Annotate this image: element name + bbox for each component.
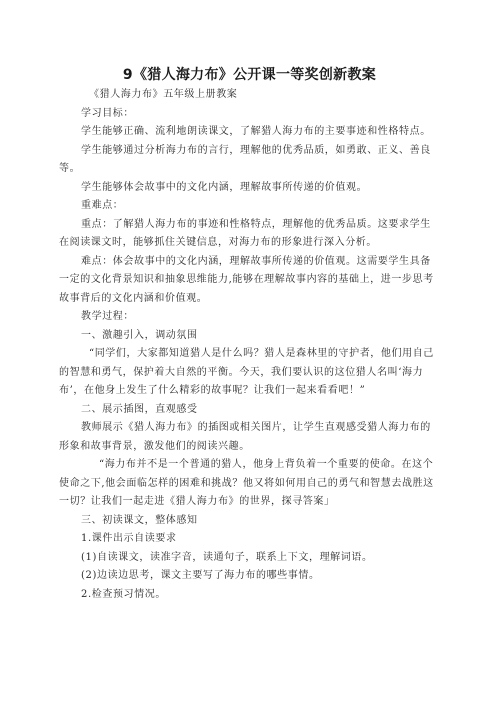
section-heading: 学习目标： <box>81 107 134 119</box>
document-body <box>59 86 440 604</box>
subtitle-paragraph: 《猎人海力布》五年级上册教案 <box>89 89 238 100</box>
section-heading: 重难点： <box>81 200 124 211</box>
section-heading: 教学过程： <box>81 311 134 322</box>
list-item: 1.课件出示自读要求 <box>81 533 177 544</box>
section-heading: 一、激趣引入，调动氛围 <box>81 329 198 341</box>
body-paragraph: 学生能够通过分析海力布的言行，理解他的优秀品质，如勇敢、正义、善良等。 <box>59 144 431 174</box>
body-paragraph: 学生能够体会故事中的文化内涵，理解故事所传递的价值观。 <box>81 181 368 193</box>
list-item: (1)自读课文，读准字音，读通句子，联系上下文，理解词语。 <box>81 551 373 563</box>
quote-paragraph: “海力布并不是一个普通的猎人，他身上背负着一个重要的使命。在这个使命之下,他会面临怎样的困难和挑战？他又将如何用自己的勇气和智慧去战胜这一切？让我们一起走进《猎人海力布》的世界，探寻答案」 <box>59 459 434 507</box>
document-title: 9《猎人海力布》公开课一等奖创新教案 <box>122 67 377 83</box>
list-item: 2.检查预习情况。 <box>81 588 166 600</box>
body-paragraph: 学生能够正确、流利地朗读课文，了解猎人海力布的主要事迹和性格特点。 <box>81 126 431 137</box>
body-paragraph: 难点：体会故事中的文化内涵，理解故事所传递的价值观。这需要学生具备一定的文化背景知识和抽象思维能力,能够在理解故事内容的基础上，进一步思考故事背后的文化内涵和价值观。 <box>59 255 434 304</box>
section-heading: 二、展示插图，直观感受 <box>81 403 198 415</box>
section-heading: 三、初读课文，整体感知 <box>81 514 198 526</box>
list-item: (2)边读边思考，课文主要写了海力布的哪些事情。 <box>81 570 320 581</box>
body-paragraph: 教师展示《猎人海力布》的插图或相关图片，让学生直观感受猎人海力布的形象和故事背景，激发他们的阅读兴趣。 <box>59 422 431 452</box>
body-paragraph: 重点：了解猎人海力布的事迹和性格特点，理解他的优秀品质。这要求学生在阅读课文时，能够抓住关键信息，对海力布的形象进行深入分析。 <box>59 218 431 248</box>
quote-paragraph: “同学们，大家都知道猎人是什么吗？猎人是森林里的守护者，他们用自己的智慧和勇气，保护着大自然的平衡。今天，我们要认识的这位猎人名叫‘海力布’，在他身上发生了什么精彩的故事呢？让我们一起来看看吧！” <box>59 348 434 396</box>
